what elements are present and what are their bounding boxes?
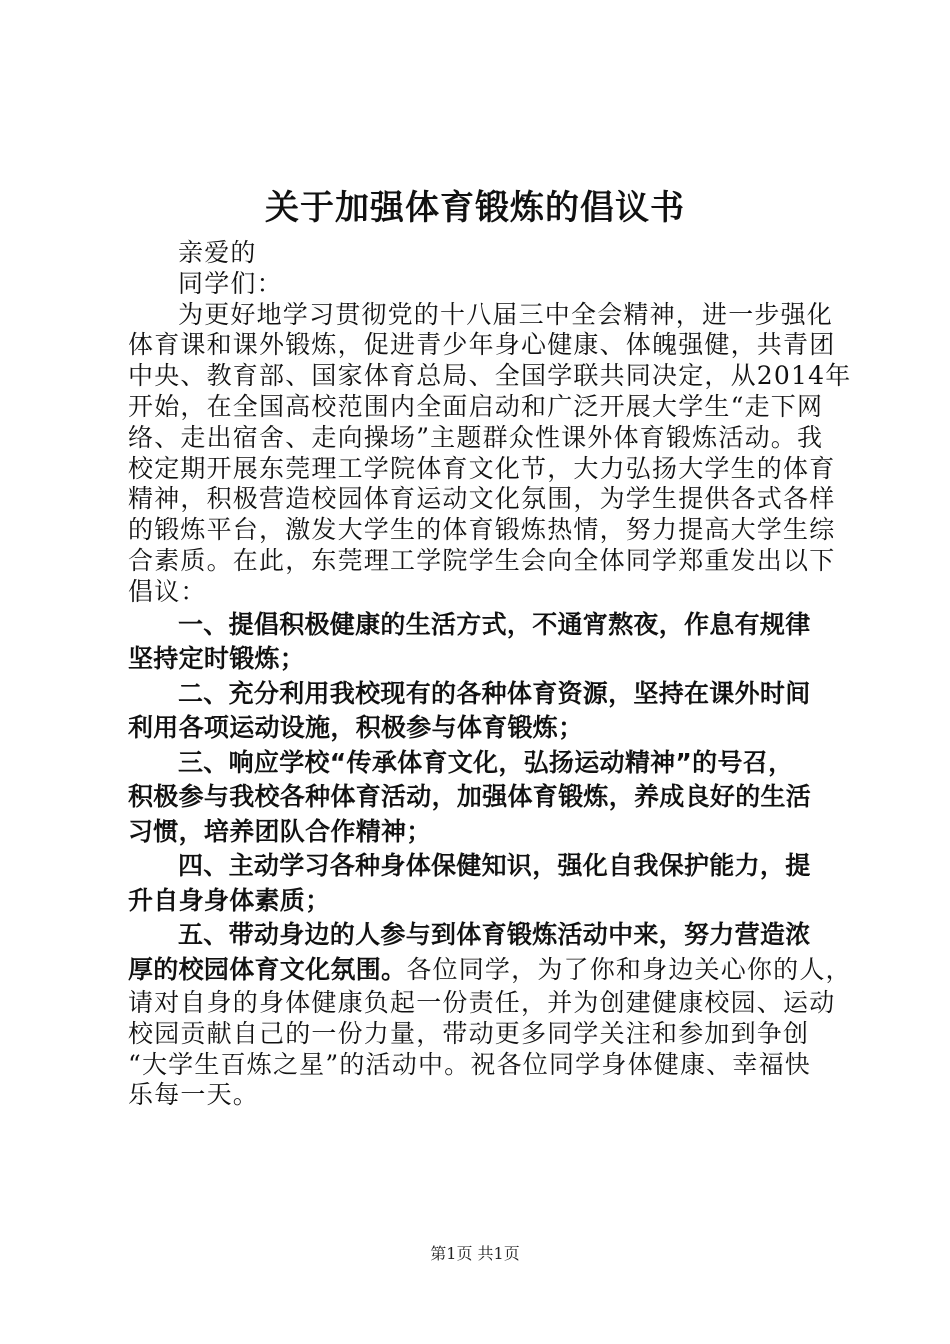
- salutation-line-1: 亲爱的: [178, 238, 257, 267]
- salutation-line-2: 同学们：: [178, 268, 283, 298]
- intro-line: 中央、教育部、国家体育总局、全国学联共同决定，从2014年: [128, 361, 852, 391]
- intro-line: 开始，在全国高校范围内全面启动和广泛开展大学生“走下网: [128, 391, 824, 421]
- intro-line: 的锻炼平台，激发大学生的体育锻炼热情，努力提高大学生综: [128, 515, 836, 545]
- intro-line: 络、走出宿舍、走向操场”主题群众性课外体育锻炼活动。我: [128, 422, 824, 452]
- closing-bold-part: 厚的校园体育文化氛围。: [128, 954, 407, 984]
- document-body: [128, 238, 852, 1111]
- intro-line: 精神，积极营造校园体育运动文化氛围，为学生提供各式各样: [128, 484, 836, 514]
- proposal-2-line: 利用各项运动设施，积极参与体育锻炼；: [128, 713, 584, 743]
- closing-line: 乐每一天。: [128, 1080, 260, 1110]
- intro-line: 体育课和课外锻炼，促进青少年身心健康、体魄强健，共青团: [128, 330, 836, 360]
- intro-line: 倡议：: [128, 576, 207, 606]
- proposal-3-line: 习惯，培养团队合作精神；: [128, 816, 432, 846]
- proposal-1-line: 坚持定时锻炼；: [128, 644, 306, 674]
- proposal-3-line: 积极参与我校各种体育活动，加强体育锻炼，养成良好的生活: [128, 782, 812, 812]
- proposal-3-line: 三、响应学校“传承体育文化，弘扬运动精神”的号召，: [178, 747, 794, 777]
- proposal-2-line: 二、充分利用我校现有的各种体育资源，坚持在课外时间: [178, 678, 811, 708]
- closing-mixed-line: [128, 953, 852, 989]
- document-title: 关于加强体育锻炼的倡议书: [265, 188, 685, 228]
- proposal-5-line: 五、带动身边的人参与到体育锻炼活动中来，努力营造浓: [178, 920, 811, 950]
- proposal-1-line: 一、提倡积极健康的生活方式，不通宵熬夜，作息有规律: [178, 609, 811, 639]
- intro-line: 合素质。在此，东莞理工学院学生会向全体同学郑重发出以下: [128, 545, 836, 575]
- proposal-4-line: 四、主动学习各种身体保健知识，强化自我保护能力，提: [178, 851, 811, 881]
- intro-line: 校定期开展东莞理工学院体育文化节，大力弘扬大学生的体育: [128, 453, 836, 483]
- closing-normal-part: 各位同学，为了你和身边关心你的人，: [406, 954, 852, 984]
- closing-line: 请对自身的身体健康负起一份责任，并为创建健康校园、运动: [128, 988, 836, 1018]
- page-number-footer: 第1页 共1页: [430, 1244, 520, 1263]
- closing-line: 校园贡献自己的一份力量，带动更多同学关注和参加到争创: [128, 1018, 810, 1048]
- proposal-4-line: 升自身身体素质；: [128, 885, 331, 915]
- closing-line: “大学生百炼之星”的活动中。祝各位同学身体健康、幸福快: [128, 1049, 811, 1079]
- intro-line: 为更好地学习贯彻党的十八届三中全会精神，进一步强化: [178, 299, 834, 329]
